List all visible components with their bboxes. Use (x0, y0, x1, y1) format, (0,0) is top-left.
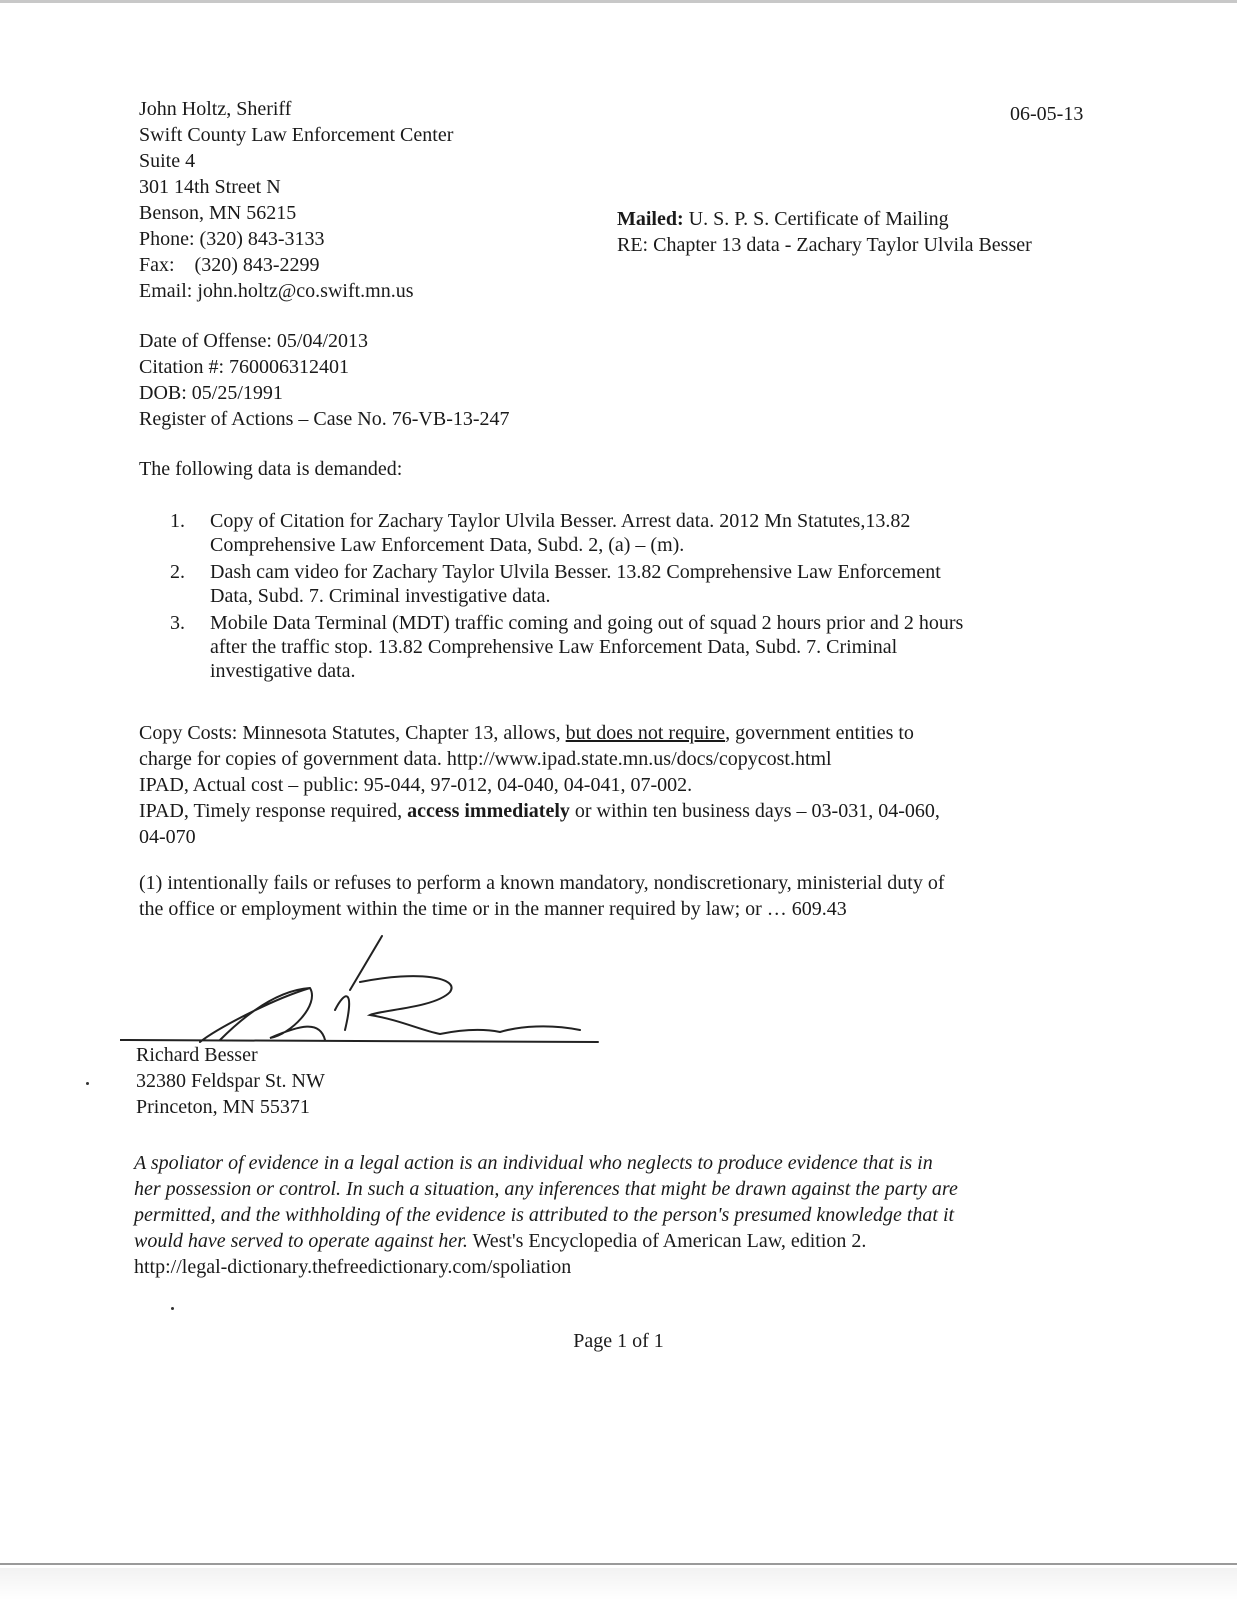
page-footer: Page 1 of 1 (573, 1330, 664, 1352)
demand-item (170, 560, 1170, 608)
case-number: Register of Actions – Case No. 76-VB-13-247 (139, 408, 510, 430)
statute-quote (139, 870, 945, 922)
costs-underlined: but does not require (565, 722, 726, 744)
costs-text: , government entities to (725, 722, 914, 744)
sender-email: Email: john.holtz@co.swift.mn.us (139, 280, 414, 302)
demand-text: Copy of Citation for Zachary Taylor Ulvila Besser. Arrest data. 2012 Mn Statutes,13.82 Comprehensive Law Enforcement Data, Subd. 2, (a) – (m). (210, 510, 911, 556)
demand-item (170, 509, 1170, 557)
costs-bold: access immediately (407, 800, 570, 822)
signer-address: 32380 Feldspar St. NW (136, 1070, 325, 1092)
demand-text: Dash cam video for Zachary Taylor Ulvila Besser. 13.82 Comprehensive Law Enforcement Data, Subd. 7. Criminal investigative data. (210, 561, 941, 607)
costs-line: IPAD, Actual cost – public: 95-044, 97-012, 04-040, 04-041, 07-002. (139, 774, 693, 796)
sender-line: Swift County Law Enforcement Center (139, 124, 454, 146)
re-line: RE: Chapter 13 data - Zachary Taylor Ulvila Besser (617, 234, 1032, 256)
statute-line: the office or employment within the time or in the manner required by law; or … 609.43 (139, 898, 847, 920)
scan-shadow-bottom (0, 1568, 1237, 1600)
sender-line: Benson, MN 56215 (139, 202, 297, 224)
demand-list (170, 509, 1170, 686)
signer-block (136, 1042, 325, 1120)
costs-text: Copy Costs: Minnesota Statutes, Chapter 13, allows, (139, 722, 566, 744)
citation-number: Citation #: 760006312401 (139, 356, 349, 378)
demand-number: 3. (170, 612, 185, 634)
scan-speck (86, 1082, 89, 1085)
spoliation-quote (134, 1150, 958, 1280)
mailed-value: U. S. P. S. Certificate of Mailing (683, 208, 949, 230)
spoliation-line: permitted, and the withholding of the evidence is attributed to the person's presumed knowledge that it (134, 1204, 955, 1226)
signer-city: Princeton, MN 55371 (136, 1096, 310, 1118)
mailing-block (617, 206, 1032, 258)
scan-speck (171, 1307, 174, 1310)
sender-line: Phone: (320) 843-3133 (139, 228, 325, 250)
spoliation-line (134, 1228, 958, 1254)
case-info-block (139, 328, 510, 432)
statute-line: (1) intentionally fails or refuses to perform a known mandatory, nondiscretionary, ministerial duty of (139, 872, 945, 894)
demand-number: 1. (170, 510, 185, 532)
costs-text: or within ten business days – 03-031, 04-060, (569, 800, 940, 822)
costs-line: charge for copies of government data. http://www.ipad.state.mn.us/docs/copycost.html (139, 748, 832, 770)
handwritten-signature (120, 930, 620, 1050)
demand-text: Mobile Data Terminal (MDT) traffic coming and going out of squad 2 hours prior and 2 hours after the traffic stop. 13.82 Comprehensive Law Enforcement Data, Subd. 7. Criminal investigative data. (210, 612, 964, 682)
sender-line: 301 14th Street N (139, 176, 281, 198)
costs-line: 04-070 (139, 826, 196, 848)
sender-line: Fax: (320) 843-2299 (139, 254, 320, 276)
demand-item (170, 611, 1170, 683)
spoliation-citation: West's Encyclopedia of American Law, edition 2. (467, 1230, 867, 1252)
costs-line (139, 720, 940, 746)
spoliation-line: A spoliator of evidence in a legal action is an individual who neglects to produce evidence that is in (134, 1152, 933, 1174)
demand-number: 2. (170, 561, 185, 583)
mailed-line (617, 206, 1032, 232)
letter-date: 06-05-13 (1010, 103, 1084, 125)
offense-date: Date of Offense: 05/04/2013 (139, 330, 369, 352)
costs-line (139, 798, 940, 824)
signer-name: Richard Besser (136, 1044, 258, 1066)
spoliation-italic: would have served to operate against her. (134, 1230, 468, 1252)
scan-edge-bottom (0, 1563, 1237, 1565)
demand-intro: The following data is demanded: (139, 458, 403, 480)
sender-line: Suite 4 (139, 150, 196, 172)
spoliation-url: http://legal-dictionary.thefreedictionary.com/spoliation (134, 1256, 572, 1278)
spoliation-line: her possession or control. In such a situation, any inferences that might be drawn against the party are (134, 1178, 958, 1200)
scan-edge-top (0, 0, 1237, 3)
sender-address-block (139, 96, 453, 304)
sender-line: John Holtz, Sheriff (139, 98, 292, 120)
dob: DOB: 05/25/1991 (139, 382, 283, 404)
copy-costs-block (139, 720, 940, 850)
costs-text: IPAD, Timely response required, (139, 800, 408, 822)
mailed-label: Mailed: (617, 208, 684, 230)
